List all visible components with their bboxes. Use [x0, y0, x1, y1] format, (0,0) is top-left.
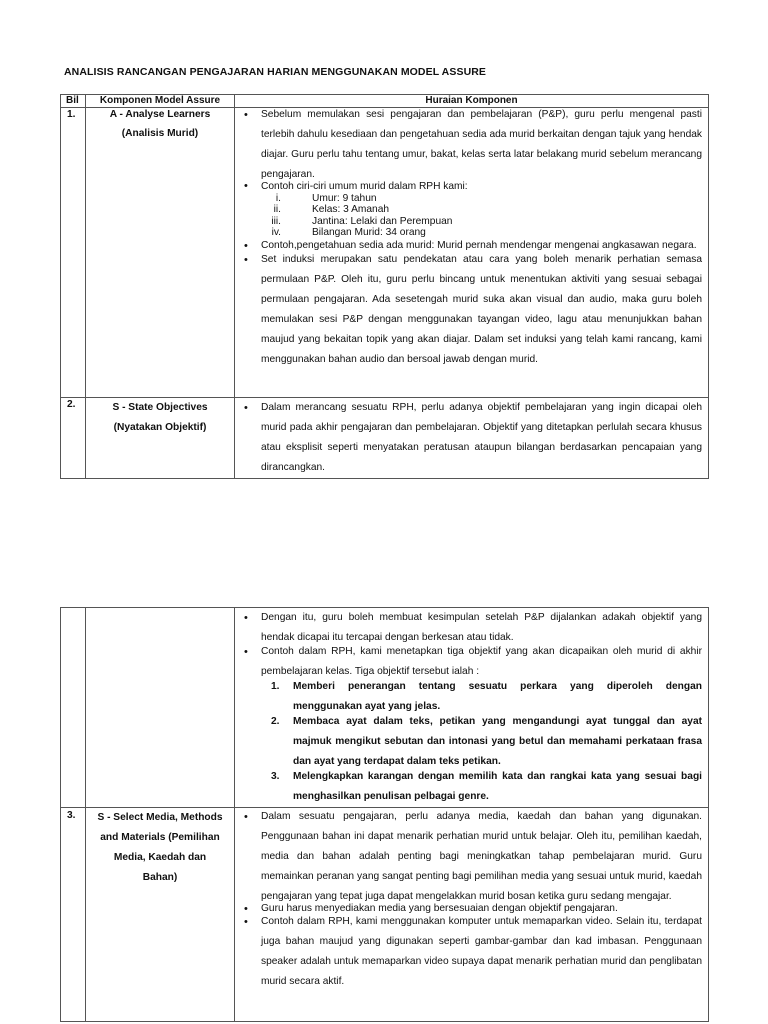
- header-bil: Bil: [61, 95, 86, 108]
- bullet-item: • Contoh ciri-ciri umum murid dalam RPH kami:: [235, 181, 702, 193]
- assure-table-part-2: [60, 607, 709, 1022]
- component-cell: [86, 808, 235, 1022]
- component-name: S - State Objectives: [112, 402, 208, 413]
- component-cell-empty: [86, 608, 235, 808]
- description-cell: [235, 108, 709, 398]
- row-number: 1.: [61, 108, 86, 398]
- bullet-item: • Sebelum memulakan sesi pengajaran dan pembelajaran (P&P), guru perlu mengenal pasti terlebih dahulu kesediaan dan pengetahuan sedia ada murid berkaitan dengan tajuk yang hendak diajar. Guru perlu tahu tentang umur, bakat, kelas serta latar belakang murid sebelum merancang pengajaran.: [235, 105, 702, 185]
- description-cell: [235, 608, 709, 808]
- list-item: iv. Bilangan Murid: 34 orang: [271, 227, 426, 238]
- row-number-empty: [61, 608, 86, 808]
- component-name-line: and Materials (Pemilihan: [100, 832, 220, 843]
- description-cell: [235, 398, 709, 479]
- list-item: i. Umur: 9 tahun: [275, 192, 377, 204]
- header-huraian: Huraian Komponen: [235, 95, 709, 108]
- list-item: 3. Melengkapkan karangan dengan memilih kata dan rangkai kata yang sesuai bagi menghasilkan penulisan pelbagai genre.: [271, 771, 702, 802]
- bullet-item: • Guru harus menyediakan media yang bersesuaian dengan objektif pengajaran.: [235, 903, 702, 915]
- row-number: 2.: [61, 398, 86, 479]
- component-translation: (Analisis Murid): [121, 128, 199, 139]
- table-row: [61, 808, 709, 1022]
- table-row: [61, 398, 709, 479]
- component-name: A - Analyse Learners: [109, 109, 211, 120]
- row-number: 3.: [61, 808, 86, 1022]
- table-row: [61, 608, 709, 808]
- table-row: [61, 108, 709, 398]
- list-item: iii. Jantina: Lelaki dan Perempuan: [271, 215, 453, 227]
- bullet-item: • Dalam merancang sesuatu RPH, perlu adanya objektif pembelajaran yang ingin dicapai oleh murid pada akhir pengajaran dan pembelajaran. Objektif yang ditetapkan perlulah secara khusus atau eksplisit seperti menyatakan peratusan ataupun bilangan berdasarkan pencapaian yang dirancangkan.: [235, 398, 702, 478]
- learner-characteristics-list: [235, 193, 702, 239]
- bullet-item: • Set induksi merupakan satu pendekatan atau cara yang boleh menarik perhatian semasa permulaan P&P. Oleh itu, guru perlu bincang untuk menentukan aktiviti yang sesuai sebagai permulaan pengajaran. Ada sesetengah murid suka akan visual dan audio, maka guru boleh memulakan sesi P&P dengan menggunakan tayangan video, lagu atau menunjukkan bahan maujud yang bekaitan topik yang akan diajar. Dalam set induksi yang telah kami rancang, kami menggunakan bahan audio dan bersoal jawab dengan murid.: [235, 250, 702, 370]
- component-cell: [86, 398, 235, 479]
- objectives-list: [235, 677, 702, 807]
- document-title: ANALISIS RANCANGAN PENGAJARAN HARIAN MENGGUNAKAN MODEL ASSURE: [64, 66, 487, 78]
- bullet-item: • Contoh dalam RPH, kami menggunakan komputer untuk memaparkan video. Selain itu, terdapat juga bahan maujud yang digunakan seperti gambar-gambar dan kad imbasan. Penggunaan speaker adalah untuk memaparkan video supaya dapat menarik perhatian murid dan penglibatan murid secara aktif.: [235, 912, 702, 992]
- bullet-item: • Dengan itu, guru boleh membuat kesimpulan setelah P&P dijalankan adakah objektif yang hendak dicapai itu tercapai dengan berkesan atau tidak.: [235, 608, 702, 648]
- component-cell: [86, 108, 235, 398]
- component-name-line: Media, Kaedah dan: [113, 852, 207, 863]
- bullet-item: • Contoh,pengetahuan sedia ada murid: Murid pernah mendengar mengenai angkasawan negara.: [235, 236, 702, 256]
- assure-table-part-1: [60, 94, 709, 479]
- component-name-line: S - Select Media, Methods: [97, 812, 223, 823]
- header-komponen: Komponen Model Assure: [86, 95, 235, 108]
- list-item: 2. Membaca ayat dalam teks, petikan yang mengandungi ayat tunggal dan ayat majmuk mengikut sebutan dan intonasi yang betul dan memahami perkataan frasa dan ayat yang terdapat dalam teks petikan.: [271, 716, 702, 767]
- component-translation: (Nyatakan Objektif): [113, 422, 207, 433]
- component-name-line: Bahan): [142, 872, 178, 883]
- list-item: ii. Kelas: 3 Amanah: [273, 204, 390, 215]
- bullet-item: • Dalam sesuatu pengajaran, perlu adanya media, kaedah dan bahan yang digunakan. Penggunaan bahan ini dapat menarik perhatian murid untuk belajar. Oleh itu, pemilihan kaedah, media dan bahan adalah penting bagi meningkatkan tahap pembelajaran murid. Guru memainkan peranan yang sangat penting bagi pemilihan media yang sesuai untuk murid, kaedah pengajaran yang tepat juga dapat mengelakkan murid bosan ketika guru sedang mengajar.: [235, 807, 702, 907]
- list-item: 1. Memberi penerangan tentang sesuatu perkara yang diperoleh dengan menggunakan ayat yang jelas.: [271, 681, 702, 712]
- bullet-item: • Contoh dalam RPH, kami menetapkan tiga objektif yang akan dicapaikan oleh murid di akhir pembelajaran kelas. Tiga objektif tersebut ialah :: [235, 642, 702, 682]
- description-cell: [235, 808, 709, 1022]
